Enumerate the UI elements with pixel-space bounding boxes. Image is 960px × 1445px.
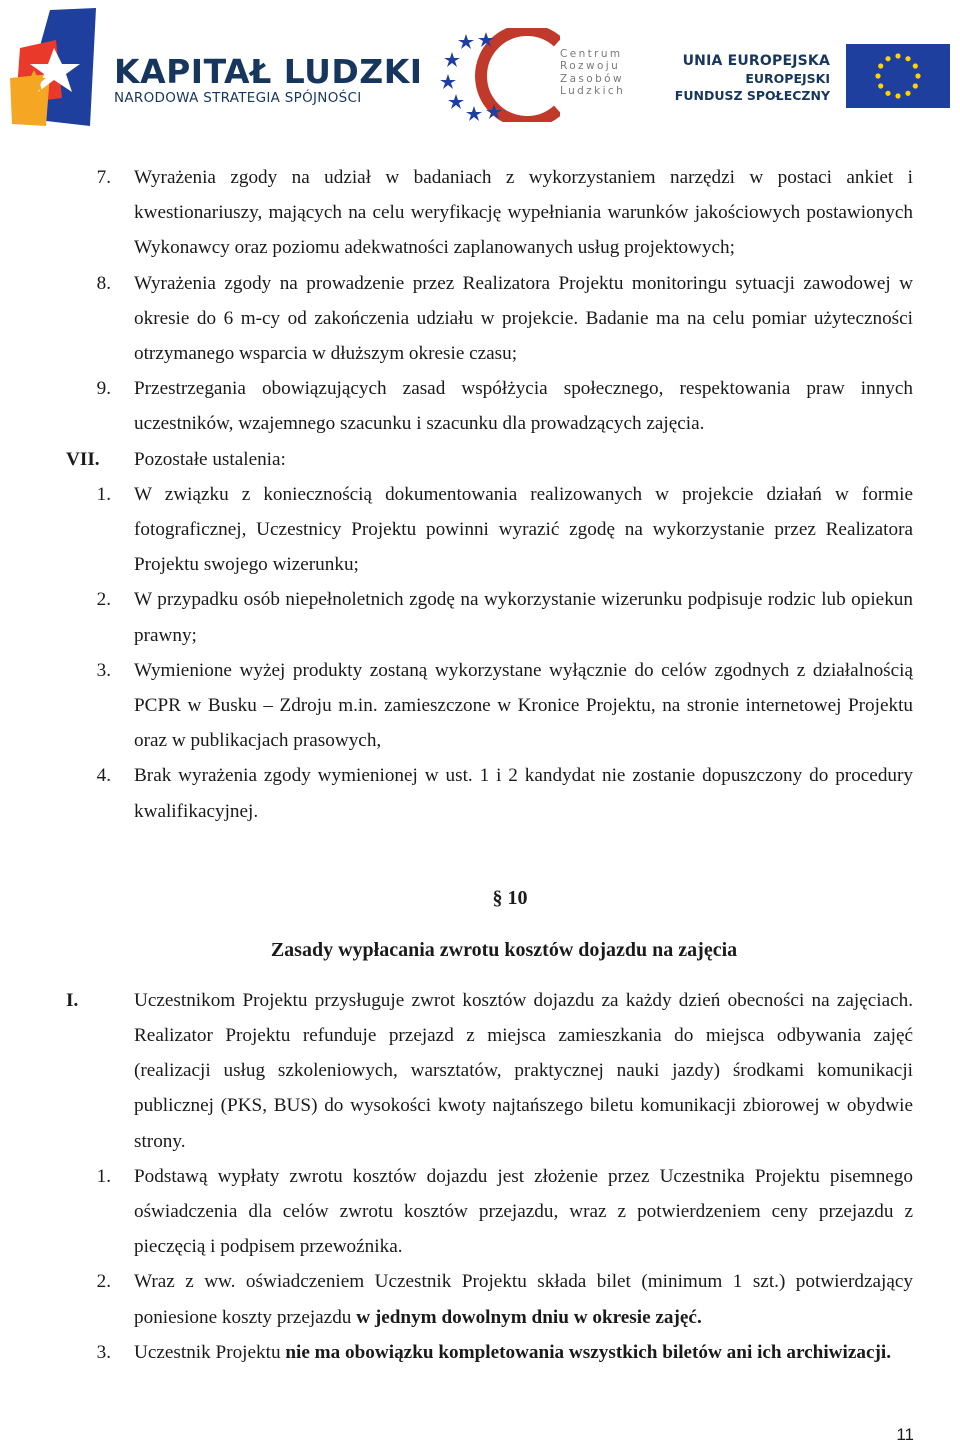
- list-item: [0, 266, 960, 372]
- list-text-part: Uczestnik Projektu: [134, 1341, 286, 1363]
- header-logos: [0, 0, 960, 130]
- list-text-bold: w jednym dowolnym dniu w okresie zajęć: [356, 1306, 697, 1328]
- section-number: I.: [66, 989, 79, 1011]
- list-text: Przestrzegania obowiązujących zasad współżycia społecznego, respektowania praw innych uczestników, wzajemnego szacunku i szacunku dla prowadzących zajęcia.: [134, 378, 913, 435]
- crzl-wordmark: [560, 48, 625, 98]
- kapital-ludzki-subtitle: NARODOWA STRATEGIA SPÓJNOŚCI: [114, 90, 362, 106]
- list-text-bold: nie ma obowiązku kompletowania wszystkich biletów ani ich archiwizacji: [285, 1341, 887, 1363]
- crzl-emblem-icon: [440, 28, 560, 122]
- section-heading-i: [0, 983, 960, 1159]
- kapital-ludzki-emblem-icon: [10, 8, 96, 126]
- list-item: [0, 477, 960, 583]
- spacer: [0, 829, 960, 881]
- list-text-part: Wraz z ww. oświadczeniem Uczestnik Projektu składa bilet (minimum 1 szt.) potwierdzający poniesione koszty przejazdu: [134, 1271, 913, 1328]
- list-number: 2.: [96, 1271, 111, 1293]
- crzl-line: Rozwoju: [560, 60, 621, 73]
- list-text-part: .: [696, 1306, 702, 1328]
- section-heading-vii: [0, 442, 960, 477]
- section-paragraph-number: § 10: [492, 886, 528, 909]
- kapital-ludzki-title: KAPITAŁ LUDZKI: [114, 52, 423, 91]
- list-number: 3.: [96, 1341, 111, 1363]
- list-text-part: .: [886, 1341, 892, 1363]
- list-item: [0, 582, 960, 652]
- list-item: [0, 1159, 960, 1265]
- list-number: 1.: [96, 483, 111, 505]
- list-text: [134, 1335, 913, 1370]
- list-number: 9.: [96, 378, 111, 400]
- list-item: [0, 160, 960, 266]
- section-number: VII.: [66, 448, 100, 470]
- page-number: 11: [896, 1425, 914, 1444]
- list-item: [0, 1335, 960, 1370]
- list-text: W przypadku osób niepełnoletnich zgodę na wykorzystanie wizerunku podpisuje rodzic lub opiekun prawny;: [134, 589, 913, 646]
- eu-line-1: UNIA EUROPEJSKA: [682, 53, 830, 69]
- list-item: [0, 1264, 960, 1334]
- list-text: Wyrażenia zgody na udział w badaniach z wykorzystaniem narzędzi w postaci ankiet i kwestionariuszy, mających na celu weryfikację wypełniania warunków jakościowych postawionych Wykonawcy oraz poziomu adekwatności zaplanowanych usług projektowych;: [134, 167, 913, 259]
- list-item: [0, 758, 960, 828]
- list-text: Brak wyrażenia zgody wymienionej w ust. 1 i 2 kandydat nie zostanie dopuszczony do procedury kwalifikacyjnej.: [134, 765, 913, 822]
- crzl-line: Zasobów: [560, 72, 624, 85]
- list-number: 2.: [96, 589, 111, 611]
- list-item: [0, 653, 960, 759]
- section-label: Pozostałe ustalenia:: [134, 448, 286, 470]
- spacer: [0, 968, 960, 983]
- eu-logo: [674, 44, 950, 108]
- crzl-line: Centrum: [560, 48, 623, 60]
- section-text: Uczestnikom Projektu przysługuje zwrot kosztów dojazdu za każdy dzień obecności na zajęciach. Realizator Projektu refunduje przejazd z miejsca zamieszkania do miejsca odbywania zajęć (realizacji usług szkoleniowych, warsztatów, praktycznej nauki jazdy) środkami komunikacji publicznej (PKS, BUS) do wysokości kwoty najtańszego biletu komunikacji zbiorowej w obydwie strony.: [134, 989, 913, 1152]
- list-text: W związku z koniecznością dokumentowania realizowanych w projekcie działań w formie fotograficznej, Uczestnicy Projektu powinni wyrazić zgodę na wykorzystanie przez Realizatora Projektu swojego wizerunku;: [134, 483, 913, 576]
- list-number: 3.: [96, 659, 111, 681]
- crzl-line: Ludzkich: [560, 85, 626, 98]
- list-number: 4.: [96, 765, 111, 787]
- eu-wordmark: [675, 52, 830, 104]
- kapital-ludzki-logo: [10, 8, 423, 126]
- list-number: 8.: [96, 272, 111, 294]
- eu-flag-icon: [846, 44, 950, 108]
- list-text: [134, 1264, 913, 1334]
- document-body: [0, 160, 960, 1370]
- list-text: Wymienione wyżej produkty zostaną wykorzystane wyłącznie do celów zgodnych z działalnością PCPR w Busku – Zdroju m.in. zamieszczone w Kronice Projektu, na stronie internetowej Projektu oraz w publikacjach prasowych,: [134, 659, 913, 752]
- list-number: 7.: [96, 167, 111, 188]
- crzl-logo: [440, 28, 640, 122]
- section-title: Zasady wypłacania zwrotu kosztów dojazdu na zajęcia: [270, 938, 738, 961]
- list-text: Podstawą wypłaty zwrotu kosztów dojazdu jest złożenie przez Uczestnika Projektu pisemnego oświadczenia dla celów zwrotu kosztów przejazdu, wraz z potwierdzeniem ceny przejazdu z pieczęcią i podpisem przewoźnika.: [134, 1165, 913, 1258]
- list-item: [0, 371, 960, 441]
- eu-line-3: FUNDUSZ SPOŁECZNY: [674, 88, 830, 103]
- list-number: 1.: [96, 1165, 111, 1187]
- list-text: Wyrażenia zgody na prowadzenie przez Realizatora Projektu monitoringu sytuacji zawodowej w okresie do 6 m-cy od zakończenia udziału w projekcie. Badanie ma na celu pomiar użyteczności otrzymanego wsparcia w dłuższym okresie czasu;: [134, 272, 913, 365]
- spacer: [0, 916, 960, 933]
- eu-line-2: EUROPEJSKI: [745, 71, 830, 86]
